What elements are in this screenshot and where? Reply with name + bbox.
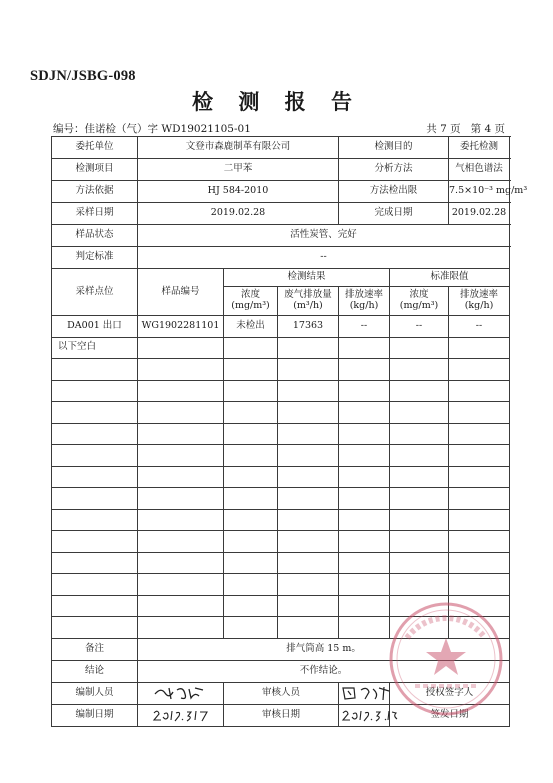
sample-state-value: 活性炭管、完好: [138, 225, 510, 247]
handwritten-signature: [339, 684, 395, 702]
limit-conc-header: 浓度 (mg/m³): [390, 287, 449, 316]
signature-row: [52, 682, 510, 704]
info-row: [52, 137, 510, 159]
remarks-label: 备注: [52, 638, 138, 660]
completion-date-label: 完成日期: [339, 203, 449, 225]
standard-label: 判定标准: [52, 247, 138, 269]
sample-no-header: 样品编号: [138, 269, 224, 316]
sampling-date-value: 2019.02.28: [138, 203, 339, 225]
limit-rate-cell: --: [449, 316, 510, 338]
conc-header: 浓度 (mg/m³): [224, 287, 278, 316]
info-row: [52, 181, 510, 203]
empty-row: [52, 445, 510, 467]
signatory-label: 授权签字人: [390, 682, 510, 704]
rate-cell: --: [339, 316, 390, 338]
purpose-value: 委托检测: [449, 137, 510, 159]
results-header-row: [52, 269, 510, 287]
review-date-label: 审核日期: [224, 704, 339, 726]
empty-row: [52, 531, 510, 553]
standard-row: [52, 247, 510, 269]
prepared-by-label: 编制人员: [52, 682, 138, 704]
info-row: [52, 159, 510, 181]
empty-row: [52, 359, 510, 381]
empty-row: [52, 402, 510, 424]
flow-cell: 17363: [278, 316, 339, 338]
remarks-row: [52, 638, 510, 660]
page-info: [426, 121, 505, 136]
conclusion-label: 结论: [52, 660, 138, 682]
handwritten-signature: [151, 684, 211, 702]
document-code: SDJN/JSBG-098: [30, 68, 136, 84]
sample-no-cell: WG1902281101: [138, 316, 224, 338]
point-cell: DA001 出口: [52, 316, 138, 338]
sampling-date-label: 采样日期: [52, 203, 138, 225]
conclusion-value: 不作结论。: [138, 660, 510, 682]
blank-note: 以下空白: [52, 337, 138, 359]
sample-state-row: [52, 225, 510, 247]
report-table: [51, 136, 528, 727]
detection-limit-label: 方法检出限: [339, 181, 449, 203]
item-value: 二甲苯: [138, 159, 339, 181]
limits-header: 标准限值: [390, 269, 510, 287]
empty-row: [52, 595, 510, 617]
empty-row: [52, 488, 510, 510]
report-title: 检 测 报 告: [192, 90, 361, 114]
empty-row: [52, 380, 510, 402]
table-row: [52, 316, 510, 338]
completion-date-value: 2019.02.28: [449, 203, 510, 225]
conc-cell: 未检出: [224, 316, 278, 338]
method-label: 分析方法: [339, 159, 449, 181]
page-number: 第 4 页: [470, 123, 505, 135]
total-pages: 共 7 页: [426, 123, 461, 135]
empty-row: [52, 552, 510, 574]
empty-row: [52, 466, 510, 488]
results-header: 检测结果: [224, 269, 390, 287]
flow-header: 废气排放量 (m³/h): [278, 287, 339, 316]
blank-note-row: [52, 337, 510, 359]
empty-row: [52, 617, 510, 639]
prepared-by-signature: [138, 682, 224, 704]
prepared-date-label: 编制日期: [52, 704, 138, 726]
purpose-label: 检测目的: [339, 137, 449, 159]
empty-row: [52, 509, 510, 531]
handwritten-date: [150, 707, 212, 723]
reviewer-label: 审核人员: [224, 682, 339, 704]
basis-value: HJ 584-2010: [138, 181, 339, 203]
remarks-value: 排气筒高 15 m。: [138, 638, 510, 660]
item-label: 检测项目: [52, 159, 138, 181]
client-value: 文登市森鹿制革有限公司: [138, 137, 339, 159]
empty-row: [52, 574, 510, 596]
basis-label: 方法依据: [52, 181, 138, 203]
info-row: [52, 203, 510, 225]
date-row: [52, 704, 510, 726]
sign-date-label: 签发日期: [390, 704, 510, 726]
standard-value: --: [138, 247, 510, 269]
empty-row: [52, 423, 510, 445]
review-date-handwritten: [339, 704, 390, 726]
rate-header: 排放速率 (kg/h): [339, 287, 390, 316]
sample-state-label: 样品状态: [52, 225, 138, 247]
prepared-date-handwritten: [138, 704, 224, 726]
handwritten-date: [339, 707, 401, 723]
method-value: 气相色谱法: [449, 159, 510, 181]
limit-rate-header: 排放速率 (kg/h): [449, 287, 510, 316]
client-label: 委托单位: [52, 137, 138, 159]
conclusion-row: [52, 660, 510, 682]
limit-conc-cell: --: [390, 316, 449, 338]
detection-limit-value: 7.5×10⁻³ mg/m³: [449, 181, 510, 203]
reviewer-signature: [339, 682, 390, 704]
point-header: 采样点位: [52, 269, 138, 316]
report-number: 编号：佳诺检（气）字 WD19021105-01: [53, 123, 251, 135]
